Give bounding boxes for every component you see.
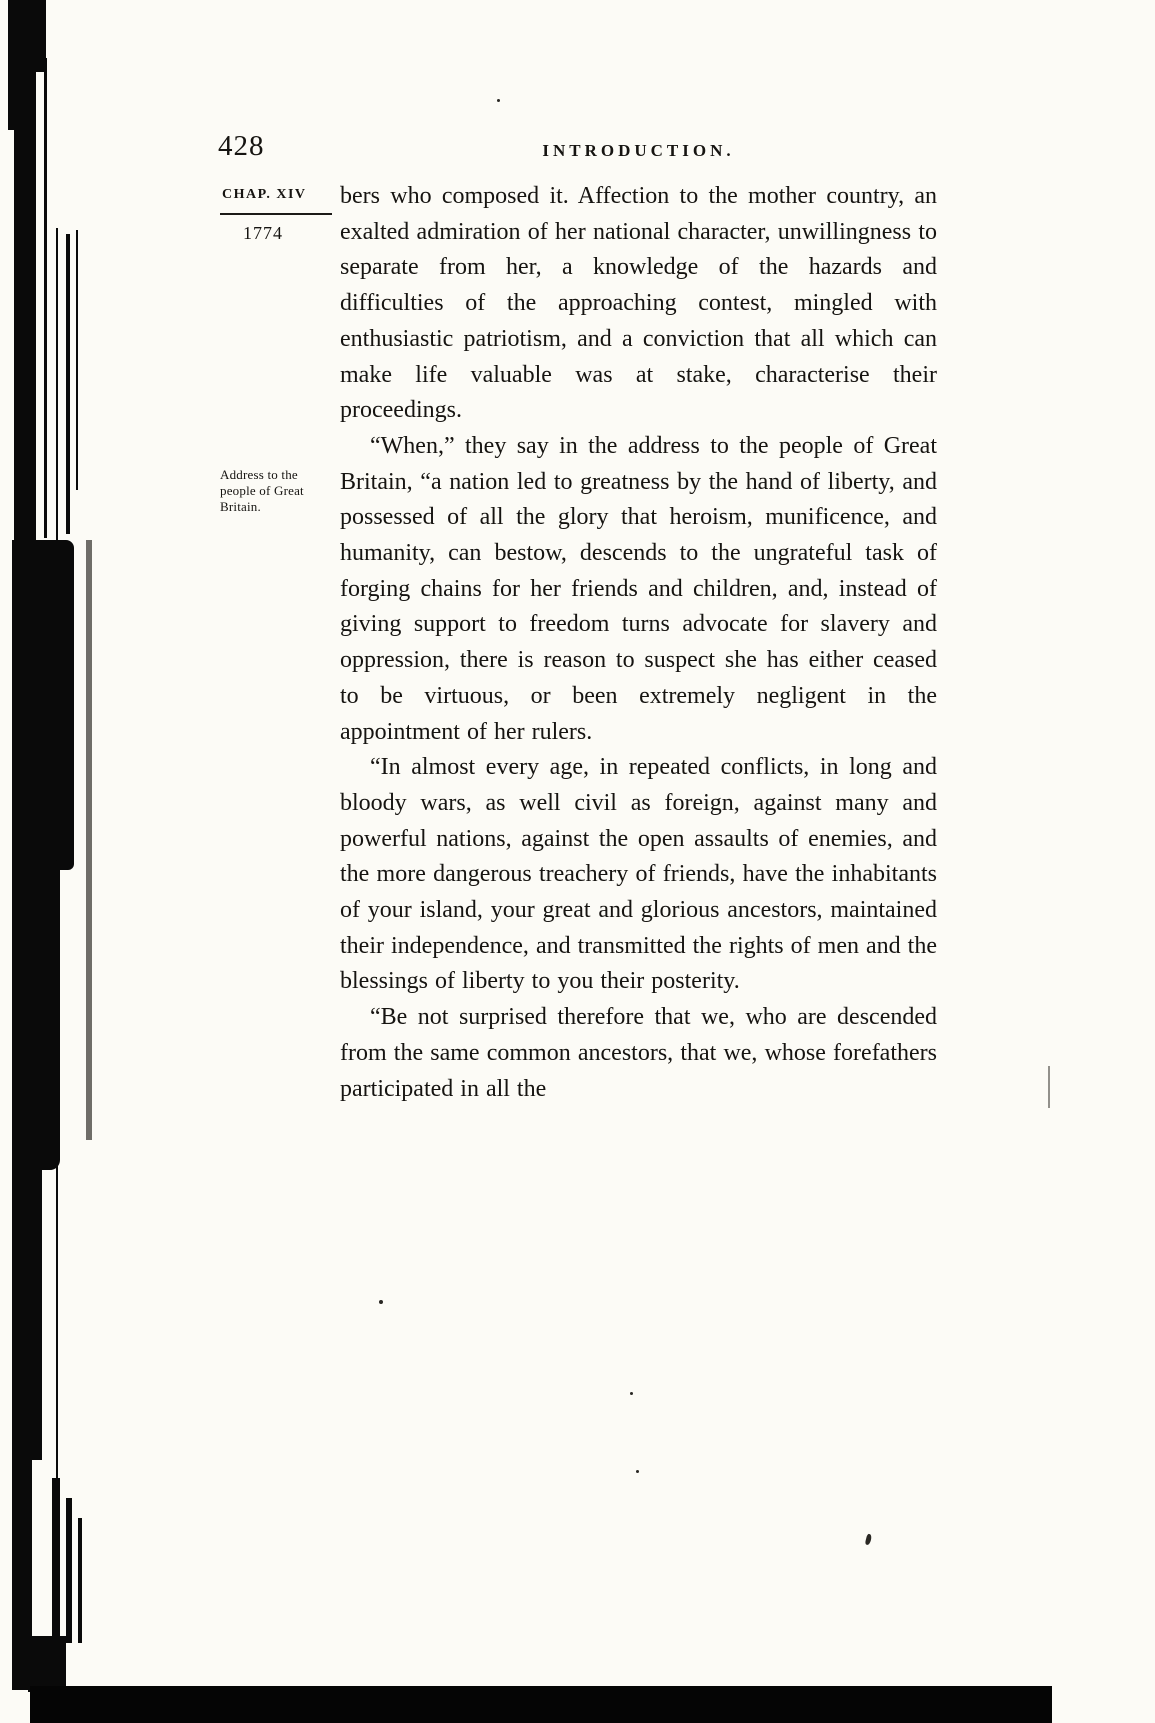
ink-speck [865,1534,873,1546]
scan-artifact [28,1636,66,1692]
scan-artifact [78,1518,82,1643]
margin-rule [220,213,332,215]
ink-speck [636,1470,639,1473]
paragraph: “When,” they say in the address to the people of Great Britain, “a nation led to greatness by the hand of liberty, and possessed of all the glory that heroism, munificence, and humanity, can bestow, descends to the ungrateful task of forging chains for her friends and children, and, instead of giving support to freedom turns advocate for slavery and oppression, there is reason to suspect she has either ceased to be virtuous, or been extremely negligent in the appointment of her rulers. [340,432,937,745]
scan-artifact [1048,1066,1050,1108]
scan-artifact [12,540,74,870]
scan-artifact-bottom-bar [30,1686,1052,1723]
scan-artifact [66,1498,72,1643]
paragraph: bers who composed it. Affection to the mother country, an exalted admiration of her national character, unwillingness to separate from her, a knowledge of the hazards and difficulties of the approaching contest, mingled with enthusiastic patriotism, and a conviction that all which can make life valuable was at stake, characterise their proceedings. [340,183,937,424]
body-text [340,179,937,1107]
address-margin-note: Address to the people of Great Britain. [220,467,304,514]
scan-artifact [52,1478,60,1643]
scan-artifact [86,540,92,1140]
paragraph: “Be not surprised therefore that we, who are descended from the same common ancestors, that we, whose forefathers participated in all the [340,1004,937,1102]
paragraph: “In almost every age, in repeated conflicts, in long and bloody wars, as well civil as foreign, against many and powerful nations, against the open assaults of enemies, and the more dangerous treachery of friends, have the inhabitants of your island, your great and glorious ancestors, maintained their independence, and transmitted the rights of men and the blessings of liberty to you their posterity. [340,754,937,995]
page-number: 428 [218,130,265,162]
scan-artifact [76,230,78,490]
scan-artifact [12,1160,42,1460]
scan-artifact [14,0,36,560]
ink-speck [497,99,500,102]
ink-speck [379,1300,383,1304]
scan-artifact [44,58,47,538]
ink-speck [630,1392,633,1395]
scan-artifact [12,860,60,1170]
scan-artifact [66,234,70,534]
running-header: INTRODUCTION. [542,141,735,160]
chapter-margin-note: CHAP. XIV [222,187,307,202]
year-margin-note: 1774 [243,223,283,243]
